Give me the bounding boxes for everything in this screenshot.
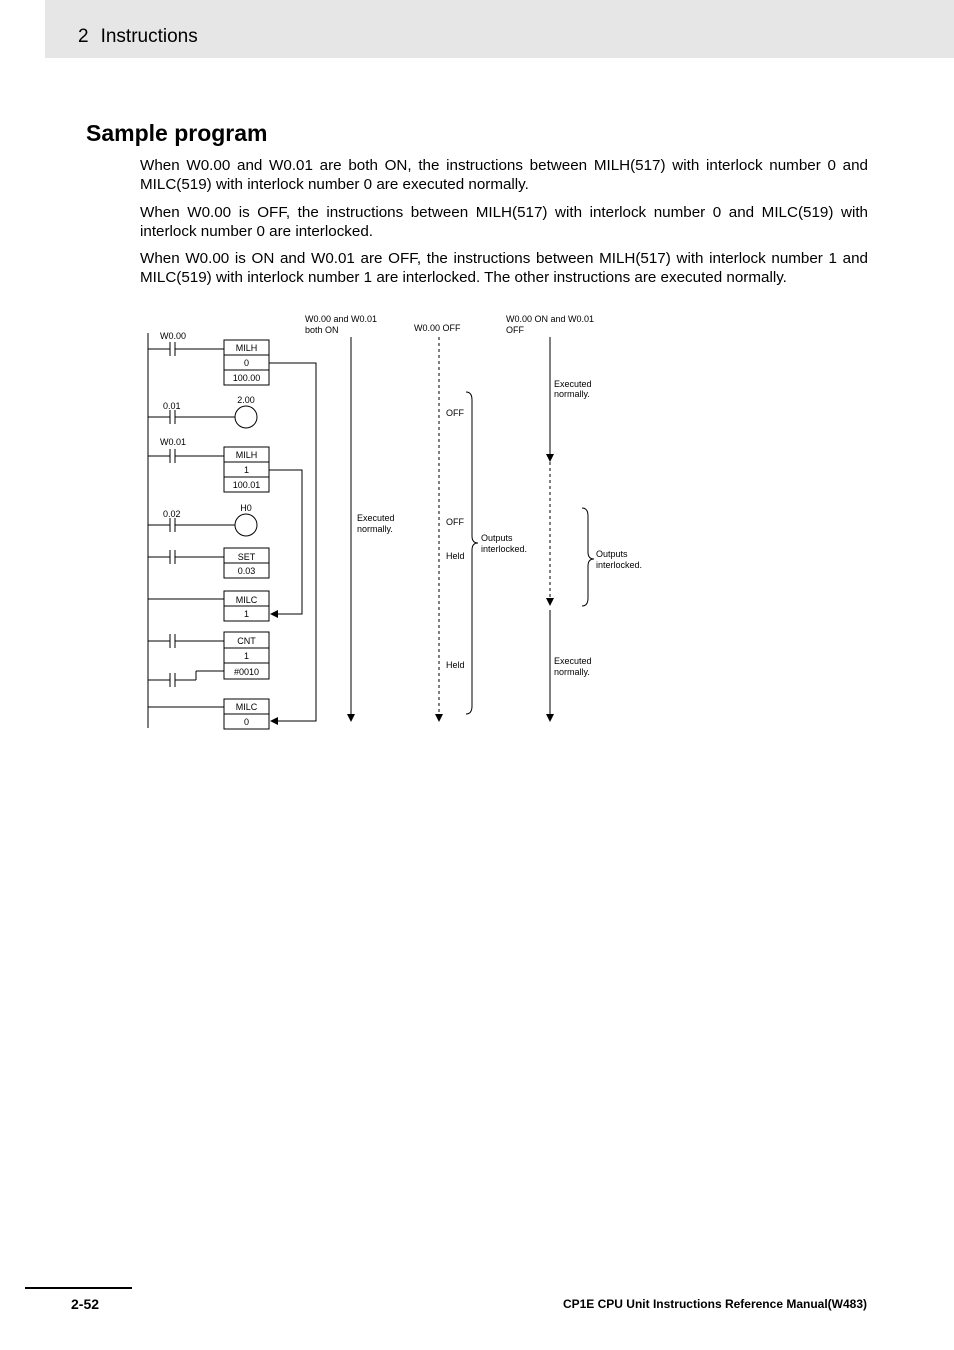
col3-note-bottom-line2: normally. [554,667,590,677]
paragraph-2: When W0.00 is OFF, the instructions between MILH(517) with interlock number 0 and MILC(519) with interlock number 0 are interlocked. [140,204,868,240]
paragraph-1: When W0.00 and W0.01 are both ON, the instructions between MILH(517) with interlock number 0 and MILC(519) with interlock number 0 are executed normally. [140,157,868,193]
cnt-number: 1 [243,651,250,661]
col3-brace-line2: interlocked. [596,560,643,570]
milc0-number: 0 [243,717,250,727]
milh0-number: 0 [243,358,250,368]
cnt-label: CNT [237,636,256,646]
cnt-set-value: #0010 [233,667,260,677]
col3-note-top-line2: normally. [554,389,590,399]
contact-w0-00: W0.00 [160,331,187,341]
milh0-label: MILH [235,343,258,353]
manual-title: CP1E CPU Unit Instructions Reference Manual(W483) [562,1297,867,1311]
paragraph-3: When W0.00 is ON and W0.01 are OFF, the instructions between MILH(517) with interlock number 1 and MILC(519) with interlock number 1 are interlocked. The other instructions are executed normally. [140,250,868,286]
col1-header-line2: both ON [305,325,339,335]
contact-0-01: 0.01 [163,401,181,411]
chapter-title: Instructions [100,26,198,47]
col3-header-line1: W0.00 ON and W0.01 [506,314,595,324]
section-title: Sample program [86,120,268,146]
col1-note-line2: normally. [357,524,393,534]
milh1-number: 1 [243,465,250,475]
set-operand: 0.03 [237,566,256,576]
col3-header-line2: OFF [506,325,524,335]
milh1-label: MILH [235,450,258,460]
col1-note-line1: Executed [357,513,395,523]
coil-2-00 [235,406,257,428]
contact-w0-01: W0.01 [160,437,187,447]
col2-brace-line2: interlocked. [481,544,528,554]
chapter-number: 2 [78,26,89,47]
col3-note-top-line1: Executed [554,379,592,389]
coil-h0-label: H0 [240,503,252,513]
col2-brace-line1: Outputs [481,533,513,543]
page-number: 2-52 [71,1296,100,1312]
contact-0-02: 0.02 [163,509,181,519]
milc0-label: MILC [235,702,258,712]
col1-header-line1: W0.00 and W0.01 [305,314,378,324]
col2-state-2: OFF [446,517,464,527]
set-label: SET [237,552,256,562]
milc1-label: MILC [235,595,258,605]
col2-header: W0.00 OFF [414,323,461,333]
milc1-number: 1 [243,609,250,619]
col2-state-1: OFF [446,408,464,418]
footer-rule [25,1287,132,1289]
coil-h0 [235,514,257,536]
col2-state-3: Held [446,551,465,561]
col2-state-4: Held [446,660,465,670]
milh0-bit: 100.00 [232,373,261,383]
col3-brace [582,508,594,606]
col2-brace [466,392,478,714]
col3-note-bottom-line1: Executed [554,656,592,666]
coil-2-00-label: 2.00 [237,395,255,405]
col3-brace-line1: Outputs [596,549,628,559]
milh1-bit: 100.01 [232,480,261,490]
